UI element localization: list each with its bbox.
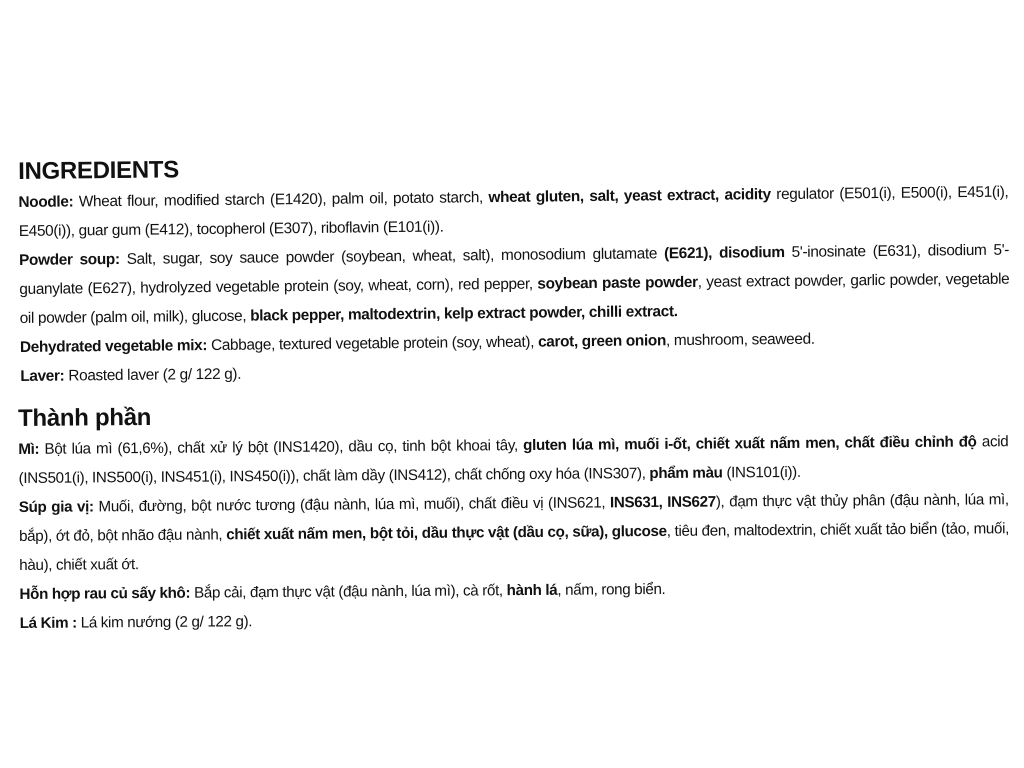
dehydrated-text-1: Cabbage, textured vegetable protein (soy, wheat), xyxy=(207,333,539,355)
sup-text-1: Muối, đường, bột nước tương (đậu nành, lúa mì, muối), chất điều vị (INS621, xyxy=(93,494,611,516)
la-kim-text-1: Lá kim nướng (2 g/ 122 g). xyxy=(76,613,253,632)
powder-soup-label: Powder soup: xyxy=(18,250,120,269)
mi-bold-1: gluten lúa mì, muối i-ốt, chiết xuất nấm men, chất điều chỉnh độ xyxy=(523,433,977,455)
dehydrated-text-2: , mushroom, seaweed. xyxy=(665,330,815,350)
la-kim-label: Lá Kim : xyxy=(19,614,77,632)
powder-soup-bold-3: black pepper, maltodextrin, kelp extract powder, chilli extract. xyxy=(250,303,678,325)
powder-soup-text-2: 5'-inosinate (E631), disodium 5'-guanylate (E627), hydrolyzed vegetable protein (soy, wheat, corn), red pepper, xyxy=(19,241,1010,298)
mi-paragraph xyxy=(18,427,1008,493)
sup-gia-vi-label: Súp gia vị: xyxy=(18,498,94,516)
noodle-bold-1: wheat gluten, salt, yeast extract, acidity xyxy=(488,186,771,207)
mi-text-3: (INS101(i)). xyxy=(722,463,801,482)
sup-bold-1: INS631, INS627 xyxy=(609,493,716,512)
laver-text-1: Roasted laver (2 g/ 122 g). xyxy=(64,365,242,385)
sup-text-2: ), đạm thực vật thủy phân (đậu nành, lúa mì, bắp), ớt đỏ, bột nhão đậu nành, xyxy=(18,491,1009,545)
hon-hop-text-2: , nấm, rong biển. xyxy=(557,580,666,599)
sup-text-3: , tiêu đen, maltodextrin, chiết xuất tảo biển (tảo, muối, hàu), chiết xuất ớt. xyxy=(19,520,1010,574)
mi-text-1: Bột lúa mì (61,6%), chất xử lý bột (INS1420), dầu cọ, tinh bột khoai tây, xyxy=(39,437,524,458)
noodle-text-1: Wheat flour, modified starch (E1420), palm oil, potato starch, xyxy=(73,189,489,211)
mi-bold-2: phẩm màu xyxy=(649,464,723,483)
hon-hop-bold-1: hành lá xyxy=(506,581,558,600)
powder-soup-text-3: , yeast extract powder, garlic powder, vegetable oil powder (palm oil, milk), glucose, xyxy=(19,270,1010,327)
powder-soup-paragraph xyxy=(19,236,1010,333)
sup-gia-vi-paragraph xyxy=(19,485,1010,580)
mi-label: Mì: xyxy=(18,440,40,458)
noodle-label: Noodle: xyxy=(18,193,74,211)
laver-label: Laver: xyxy=(20,367,65,385)
noodle-text-2: regulator (E501(i), E500(i), E451(i), E450(i)), guar gum (E412), tocopherol (E307), riboflavin (E101(i)). xyxy=(18,183,1009,240)
hon-hop-label: Hỗn hợp rau củ sấy khô: xyxy=(19,584,191,603)
sup-bold-2: chiết xuất nấm men, bột tỏi, dầu thực vật (dầu cọ, sữa), glucose xyxy=(226,522,667,544)
dehydrated-bold-1: carot, green onion xyxy=(537,332,667,351)
heading-ingredients: INGREDIENTS xyxy=(18,156,179,185)
hon-hop-text-1: Bắp cải, đạm thực vật (đậu nành, lúa mì), cà rốt, xyxy=(190,582,507,602)
vietnamese-ingredients xyxy=(18,397,1010,638)
english-ingredients xyxy=(18,148,1010,391)
mi-text-2: acid (INS501(i), INS500(i), INS451(i), INS450(i)), chất làm dầy (INS412), chất chống oxy hóa (INS307), xyxy=(18,433,1009,487)
dehydrated-label: Dehydrated vegetable mix: xyxy=(19,337,208,356)
powder-soup-text-1: Salt, sugar, soy sauce powder (soybean, wheat, salt), monosodium glutamate xyxy=(119,245,665,268)
noodle-paragraph xyxy=(18,178,1009,246)
powder-soup-bold-2: soybean paste powder xyxy=(537,273,698,293)
powder-soup-bold-1: (E621), disodium xyxy=(663,243,785,263)
heading-thanh-phan: Thành phần xyxy=(18,403,152,432)
